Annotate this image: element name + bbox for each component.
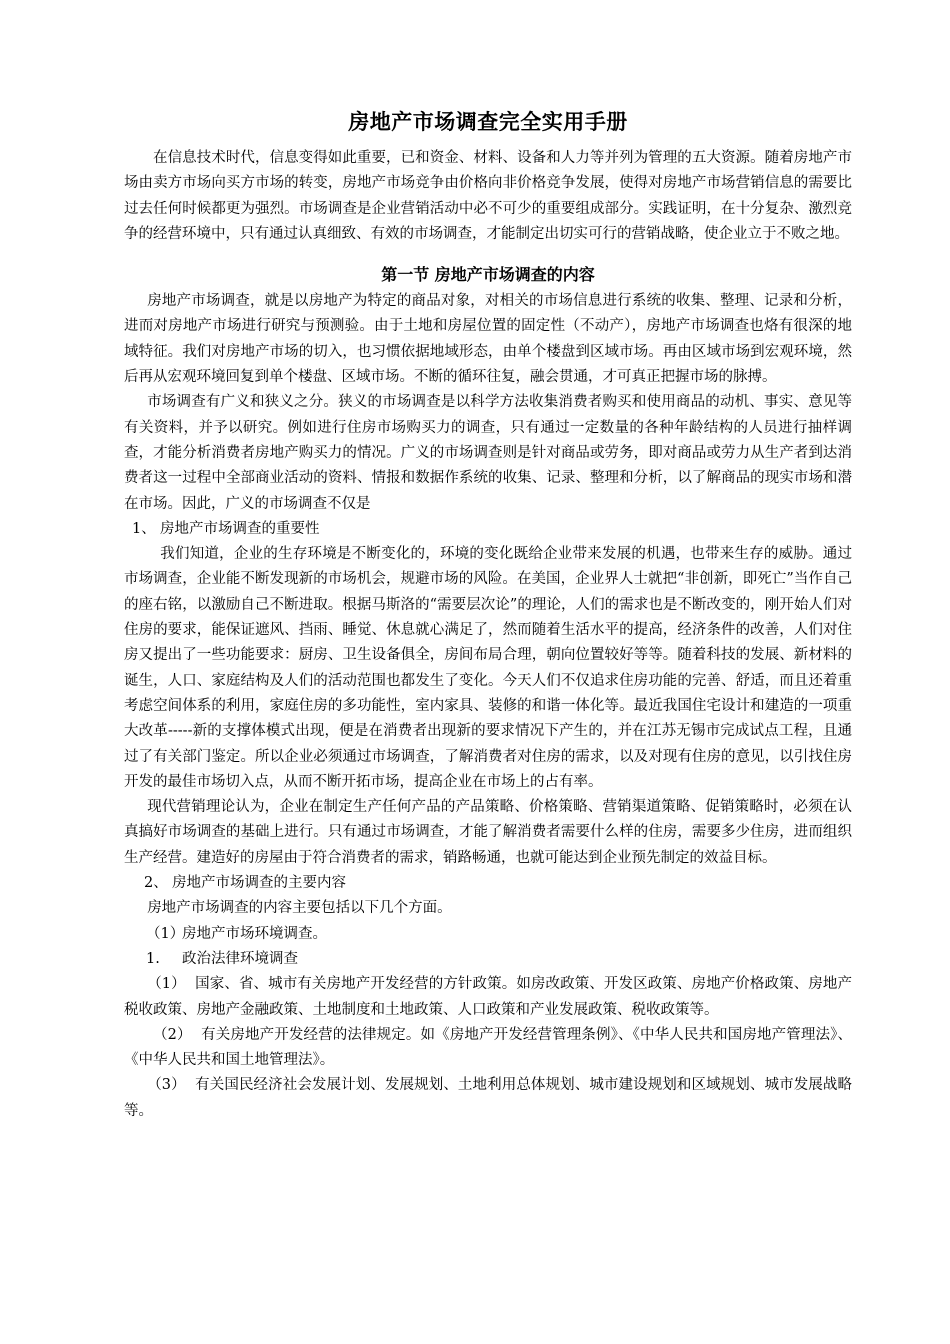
document-page [124,100,852,1124]
subheading-number: 1. [146,950,160,967]
subheading-label: 房地产市场环境调查。 [182,925,327,942]
heading-item [124,871,852,896]
section-title: 第一节 房地产市场调查的内容 [381,265,595,285]
list-item-number: （3） [147,1077,186,1094]
paragraph: 房地产市场调查，就是以房地产为特定的商品对象，对相关的市场信息进行系统的收集、整理、记录和分析，进而对房地产市场进行研究与预测验。由于土地和房屋位置的固定性（不动产），房地产市场调查也烙有很深的地域特征。我们对房地产市场的切入，也习惯依据地域形态，由单个楼盘到区域市场。再由区域市场到宏观环境，然后再从宏观环境回复到单个楼盘、区域市场。不断的循环往复，融会贯通，才可真正把握市场的脉搏。 [124,293,852,386]
paragraph: 房地产市场调查的内容主要包括以下几个方面。 [147,900,452,917]
paragraph: 现代营销理论认为，企业在制定生产任何产品的产品策略、价格策略、营销渠道策略、促销策略时，必须在认真搞好市场调查的基础上进行。只有通过市场调查，才能了解消费者需要什么样的住房，需要多少住房，进而组织生产经营。建造好的房屋由于符合消费者的需求，销路畅通，也就可能达到企业预先制定的效益目标。 [124,799,852,866]
heading-label: 房地产市场调查的重要性 [160,520,320,537]
list-item-text: 有关房地产开发经营的法律规定。如《房地产开发经营管理条例》、《中华人民共和国房地产管理法》、《中华人民共和国土地管理法》。 [124,1026,853,1069]
intro-paragraph: 在信息技术时代，信息变得如此重要，已和资金、材料、设备和人力等并列为管理的五大资源。随着房地产市场由卖方市场向买方市场的转变，房地产市场竞争由价格向非价格竞争发展，使得对房地产市场营销信息的需要比过去任何时候都更为强烈。市场调查是企业营销活动中必不可少的重要组成部分。实践证明，在十分复杂、激烈竞争的经营环境中，只有通过认真细致、有效的市场调查，才能制定出切实可行的营销战略，使企业立于不败之地。 [124,150,852,242]
list-item-text: 有关国民经济社会发展计划、发展规划、土地利用总体规划、城市建设规划和区域规划、城市发展战略等。 [124,1077,853,1119]
list-item [124,1073,852,1124]
heading-number: 1、 [132,520,156,537]
subheading-label: 政治法律环境调查 [182,950,298,967]
subheading-number: （1） [146,925,185,942]
paragraph: 我们知道，企业的生存环境是不断变化的，环境的变化既给企业带来发展的机遇，也带来生存的威胁。通过市场调查，企业能不断发现新的市场机会，规避市场的风险。在美国，企业界人士就把“非创新，即死亡”当作自己的座右铭，以激励自己不断进取。根据马斯洛的“需要层次论”的理论，人们的需求也是不断改变的，刚开始人们对住房的要求，能保证遮风、挡雨、睡觉、休息就心满足了，然而随着生活水平的提高，经济条件的改善，人们对住房又提出了一些功能要求：厨房、卫生设备俱全，房间布局合理，朝向位置较好等等。随着科技的发展、新材料的诞生，人口、家庭结构及人们的活动范围也都发生了变化。今天人们不仅追求住房功能的完善、舒适，而且还着重考虑空间体系的利用，家庭住房的多功能性，室内家具、装修的和谐一体化等。最近我国住宅设计和建造的一项重大改革-----新的支撑体模式出现，便是在消费者出现新的要求情况下产生的，并在江苏无锡市完成试点工程，且通过了有关部门鉴定。所以企业必须通过市场调查，了解消费者对住房的需求，以及对现有住房的意见，以引找住房开发的最佳市场切入点，从而不断开拓市场，提高企业在市场上的占有率。 [124,546,852,790]
list-item-text: 国家、省、城市有关房地产开发经营的方针政策。如房改政策、开发区政策、房地产价格政策、房地产税收政策、房地产金融政策、土地制度和土地政策、人口政策和产业发展政策、税收政策等。 [124,976,853,1018]
document-title: 房地产市场调查完全实用手册 [348,110,628,134]
list-item [124,972,852,1023]
list-item [124,1023,852,1074]
list-item-number: （1） [147,976,186,993]
paragraph: 市场调查有广义和狭义之分。狭义的市场调查是以科学方法收集消费者购买和使用商品的动机、事实、意见等有关资料，并予以研究。例如进行住房市场购买力的调查，只有通过一定数量的各种年龄结构的人员进行抽样调查，才能分析消费者房地产购买力的情况。广义的市场调查则是针对商品或劳务，即对商品或劳力从生产者到达消费者这一过程中全部商业活动的资料、情报和数据作系统的收集、记录、整理和分析，以了解商品的现实市场和潜在市场。因此，广义的市场调查不仅是 [124,394,852,512]
subheading-item [124,947,852,972]
heading-label: 房地产市场调查的主要内容 [172,875,346,892]
heading-item [124,517,852,542]
list-item-number: （2） [153,1026,192,1043]
subheading-item [124,922,852,947]
heading-number: 2、 [144,875,168,892]
